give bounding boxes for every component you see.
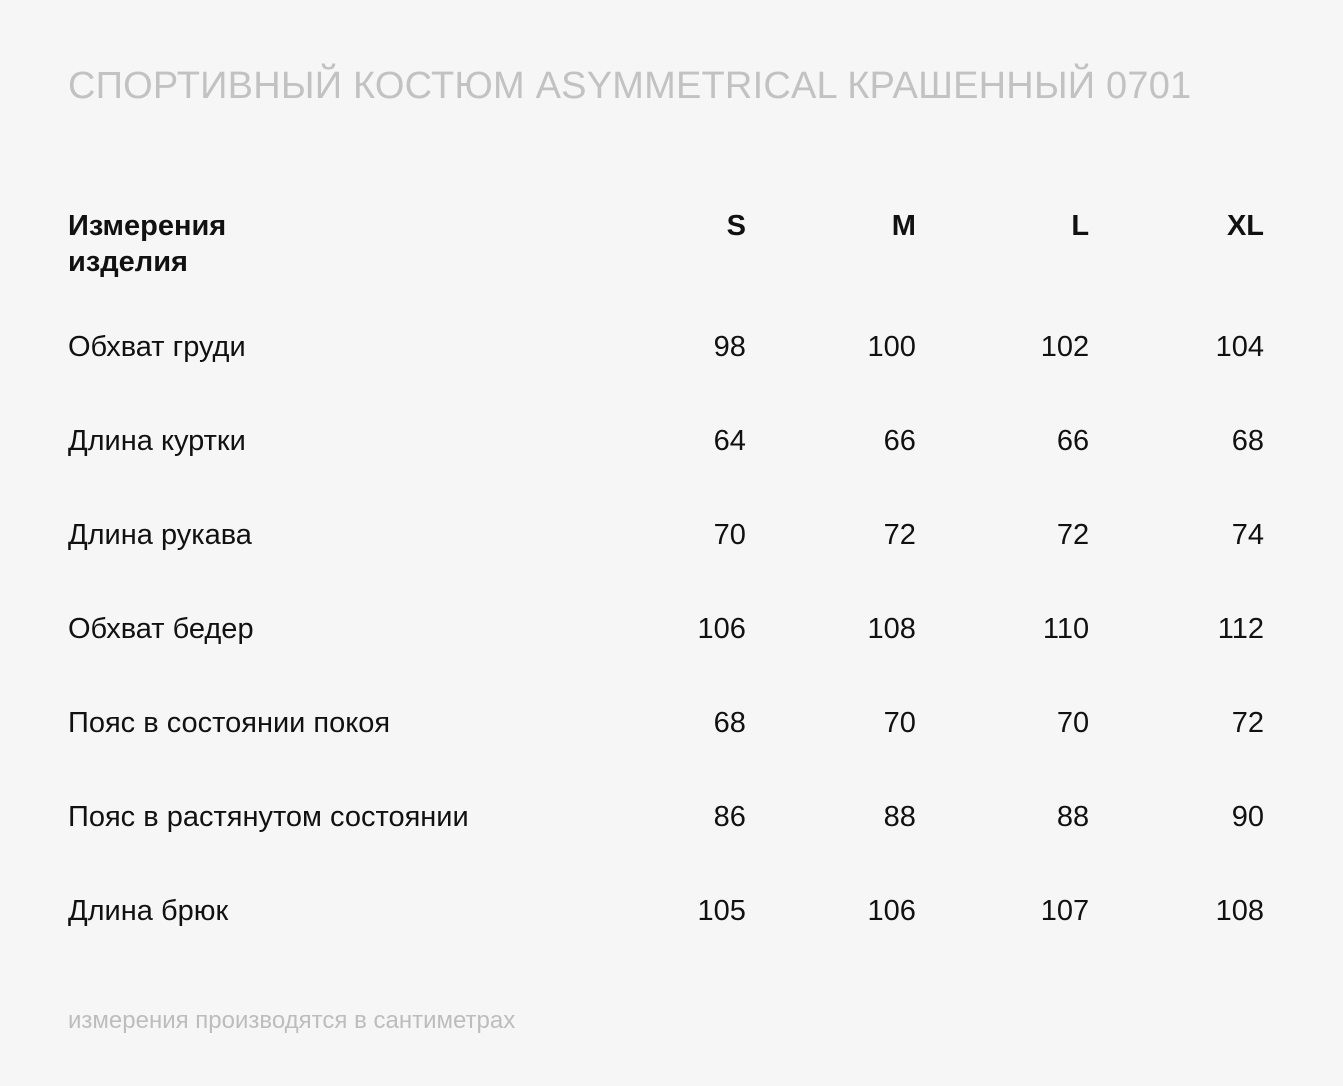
table-row: [68, 488, 1264, 582]
header-label-line1: Измерения: [68, 210, 227, 242]
cell-size-l: 66: [1056, 425, 1090, 457]
cell-size-s: 70: [713, 519, 746, 551]
cell-size-m: 106: [867, 895, 916, 927]
cell-size-m: 66: [883, 425, 916, 457]
cell-size-l: 72: [1056, 519, 1090, 551]
table-body: [68, 300, 1264, 958]
table-row: [68, 770, 1264, 864]
cell-size-s: 64: [713, 425, 746, 457]
table-header: [68, 208, 1264, 300]
cell-size-l: 102: [1040, 331, 1090, 363]
cell-size-l: 70: [1056, 707, 1090, 739]
cell-size-s: 105: [697, 895, 746, 927]
cell-size-s: 98: [713, 331, 746, 363]
table-row: [68, 394, 1264, 488]
cell-size-xl: 68: [1231, 425, 1264, 457]
cell-size-m: 88: [883, 801, 916, 833]
header-size-xl: XL: [1226, 210, 1264, 242]
row-label: Длина брюк: [68, 895, 229, 927]
header-size-l: L: [1071, 210, 1090, 242]
table-row: [68, 582, 1264, 676]
cell-size-s: 106: [697, 613, 746, 645]
table-row: [68, 864, 1264, 958]
table-row: [68, 300, 1264, 394]
cell-size-xl: 112: [1217, 613, 1264, 645]
row-label: Обхват груди: [68, 331, 246, 363]
page-title: СПОРТИВНЫЙ КОСТЮМ ASYMMETRICAL КРАШЕННЫЙ 0701: [68, 65, 1192, 107]
row-label: Длина куртки: [68, 425, 246, 457]
header-row: [68, 208, 1264, 300]
cell-size-xl: 104: [1215, 331, 1264, 363]
cell-size-l: 107: [1040, 895, 1090, 927]
cell-size-m: 108: [867, 613, 916, 645]
header-measurements-label: [68, 208, 469, 300]
header-size-m: M: [891, 210, 916, 242]
cell-size-m: 72: [883, 519, 916, 551]
cell-size-xl: 90: [1231, 801, 1264, 833]
cell-size-xl: 108: [1215, 895, 1264, 927]
cell-size-xl: 72: [1231, 707, 1264, 739]
cell-size-l: 88: [1056, 801, 1090, 833]
header-label-line2: изделия: [68, 246, 188, 278]
row-label: Длина рукава: [68, 519, 252, 551]
row-label: Пояс в растянутом состоянии: [68, 801, 469, 833]
units-footnote: измерения производятся в сантиметрах: [68, 1007, 516, 1034]
cell-size-xl: 74: [1231, 519, 1264, 551]
table-row: [68, 676, 1264, 770]
cell-size-s: 86: [713, 801, 746, 833]
header-size-s: S: [726, 210, 746, 242]
size-chart-table: [68, 208, 1264, 958]
cell-size-s: 68: [713, 707, 746, 739]
row-label: Обхват бедер: [68, 613, 254, 645]
cell-size-m: 70: [883, 707, 916, 739]
row-label: Пояс в состоянии покоя: [68, 707, 391, 739]
cell-size-l: 110: [1042, 613, 1090, 645]
cell-size-m: 100: [867, 331, 916, 363]
